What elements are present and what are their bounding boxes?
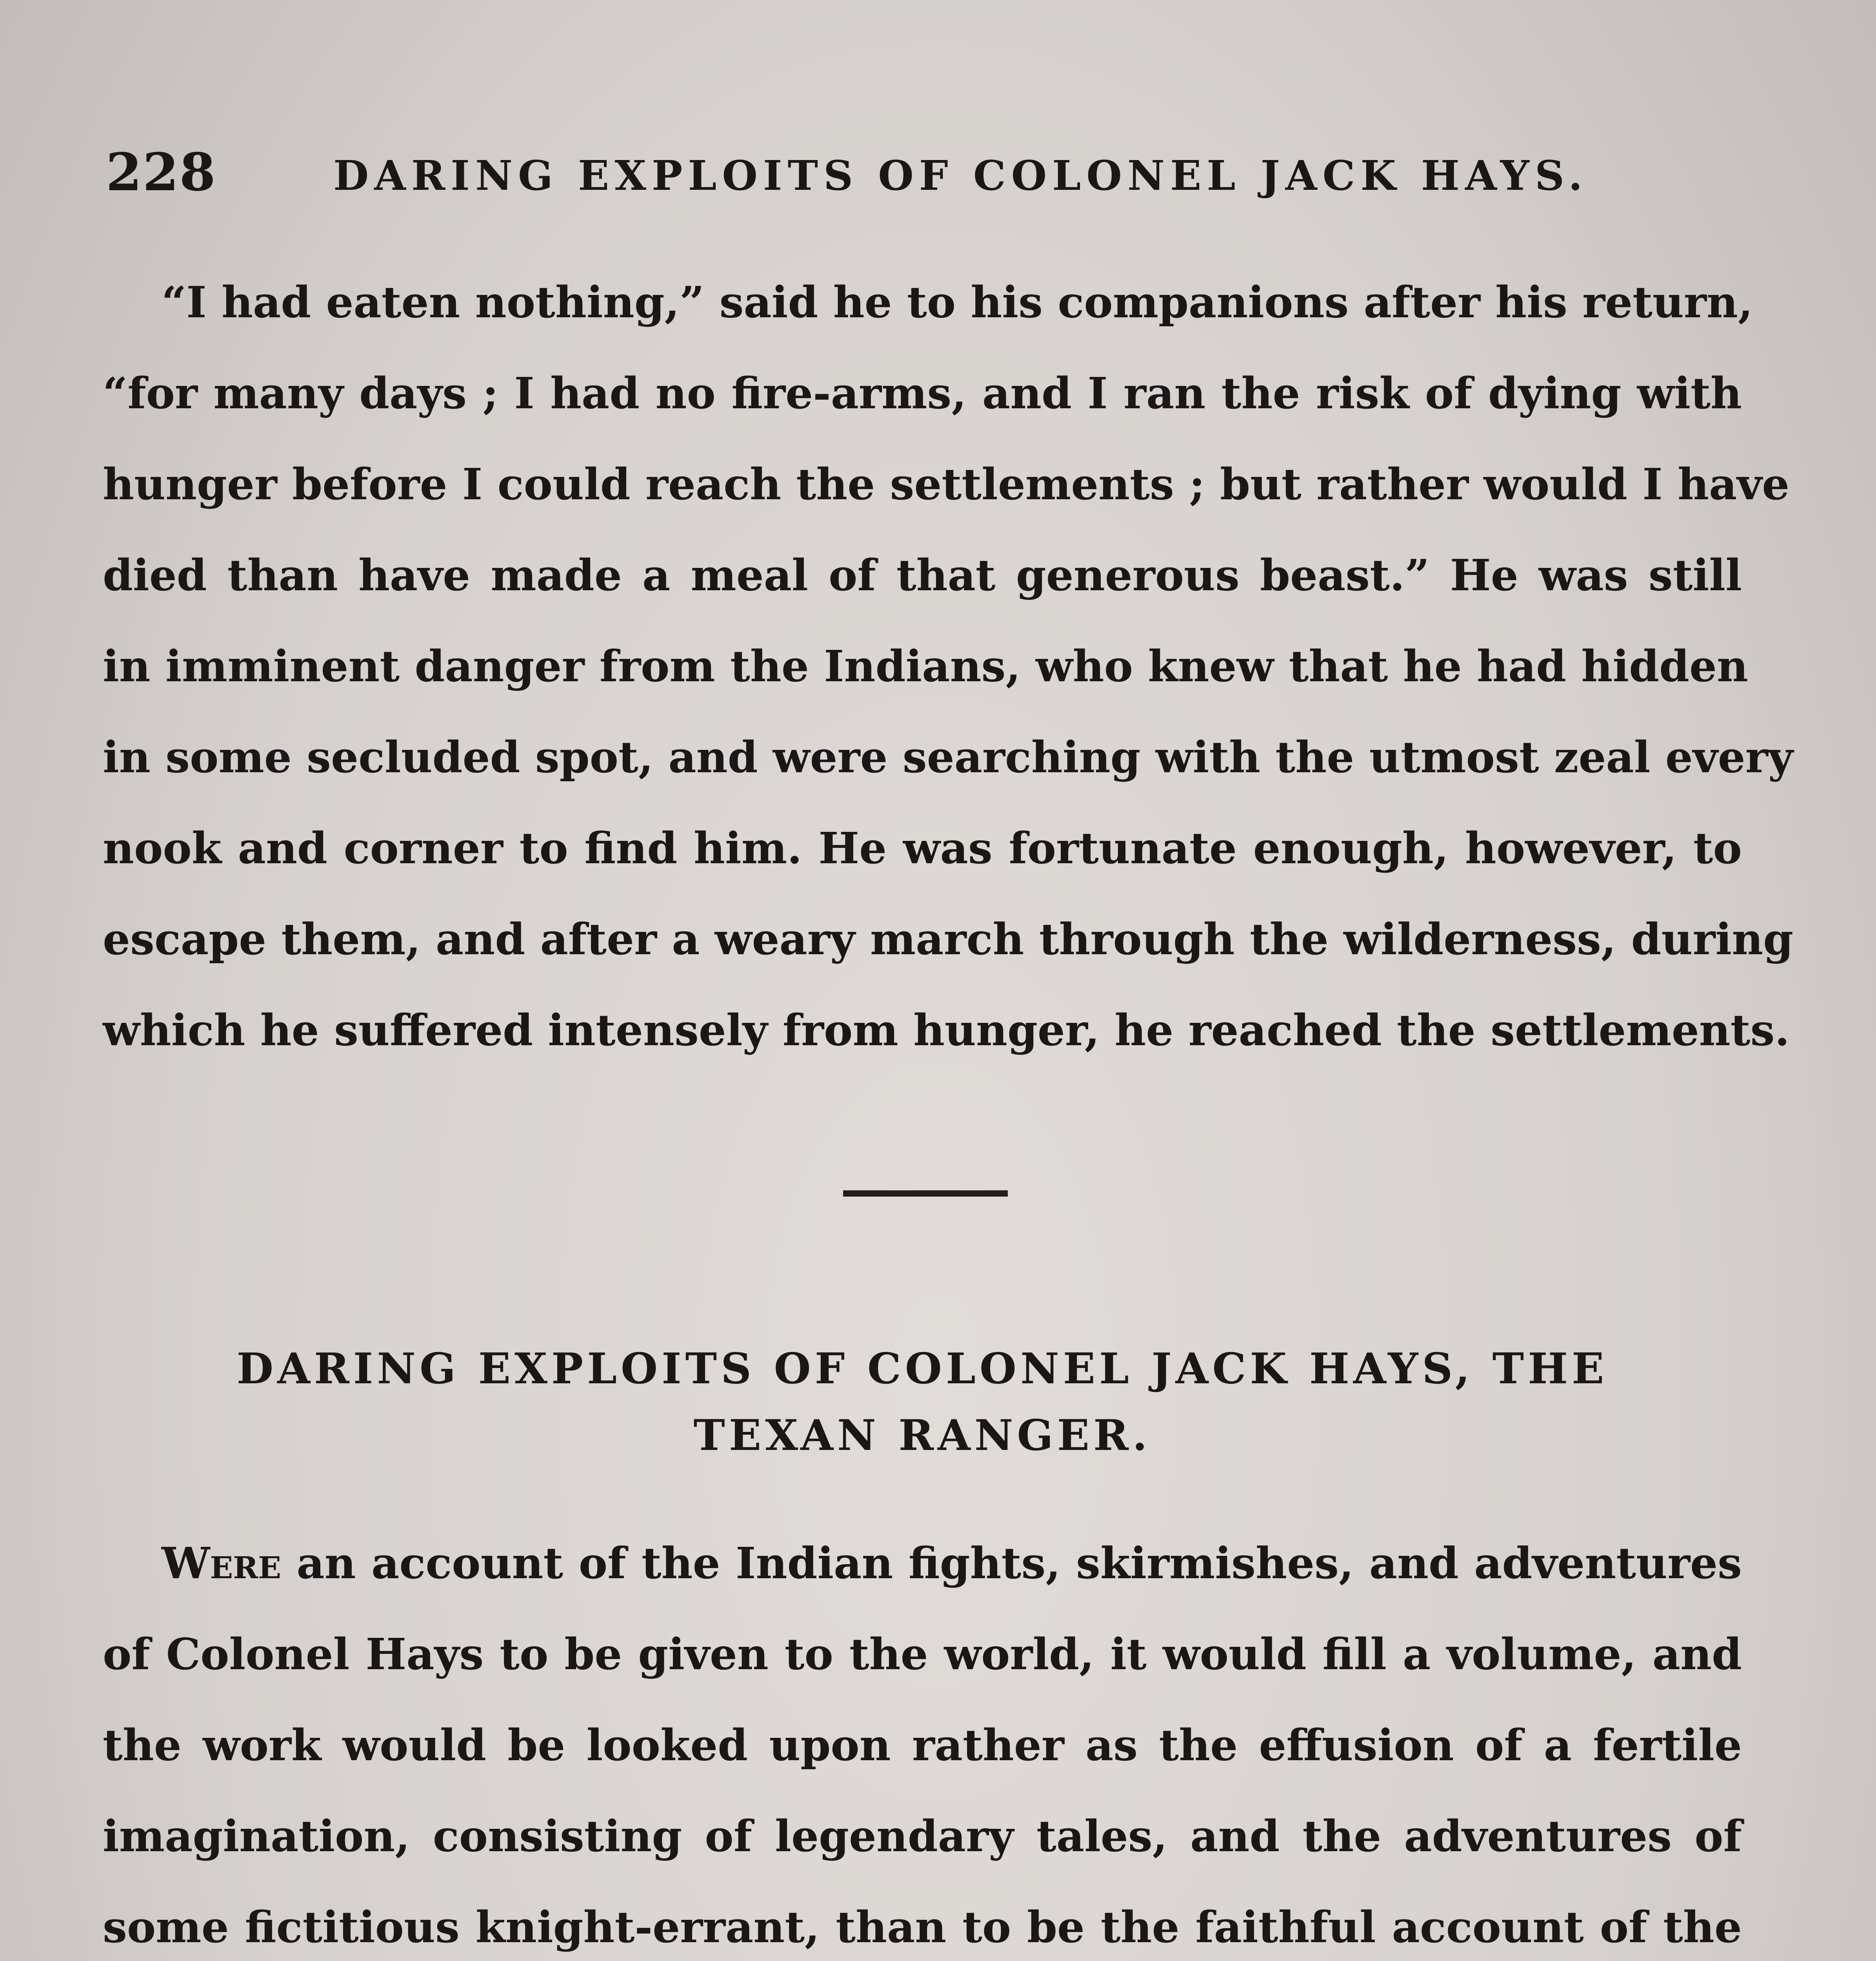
text-line: the work would be looked upon rather as the effusion of a fertile bbox=[103, 1720, 1742, 1770]
section-separator-rule bbox=[843, 1190, 1008, 1197]
running-head bbox=[106, 137, 1753, 208]
text-line-rest: an account of the Indian fights, skirmishes, and adventures bbox=[281, 1538, 1742, 1588]
text-line: of Colonel Hays to be given to the world, it would fill a volume, and bbox=[103, 1629, 1742, 1679]
text-line: some fictitious knight-errant, than to be the faithful account of the bbox=[103, 1902, 1742, 1952]
text-line: “for many days ; I had no fire-arms, and I ran the risk of dying with bbox=[103, 368, 1742, 418]
running-title: DARING EXPLOITS OF COLONEL JACK HAYS. bbox=[333, 151, 1588, 200]
opening-word: Were bbox=[162, 1538, 281, 1588]
text-line-first bbox=[103, 1518, 1742, 1609]
text-line: died than have made a meal of that generous beast.” He was still bbox=[103, 550, 1742, 600]
section-heading bbox=[103, 1335, 1742, 1469]
text-line: hunger before I could reach the settlements ; but rather would I have bbox=[103, 459, 1790, 509]
text-line: in some secluded spot, and were searching with the utmost zeal every bbox=[103, 732, 1793, 782]
section-body bbox=[103, 1518, 1742, 1961]
page-number: 228 bbox=[106, 142, 216, 203]
text-line: nook and corner to find him. He was fortunate enough, however, to bbox=[103, 823, 1742, 873]
text-line: escape them, and after a weary march through the wilderness, during bbox=[103, 914, 1794, 964]
section-heading-line: DARING EXPLOITS OF COLONEL JACK HAYS, THE bbox=[236, 1344, 1608, 1393]
text-line: which he suffered intensely from hunger, he reached the settlements. bbox=[103, 1005, 1790, 1055]
section-heading-line: TEXAN RANGER. bbox=[693, 1411, 1151, 1460]
text-line: in imminent danger from the Indians, who knew that he had hidden bbox=[103, 641, 1749, 691]
text-line: imagination, consisting of legendary tales, and the adventures of bbox=[103, 1811, 1742, 1861]
text-line: “I had eaten nothing,” said he to his companions after his return, bbox=[162, 277, 1753, 327]
continuation-paragraph bbox=[103, 257, 1794, 1076]
